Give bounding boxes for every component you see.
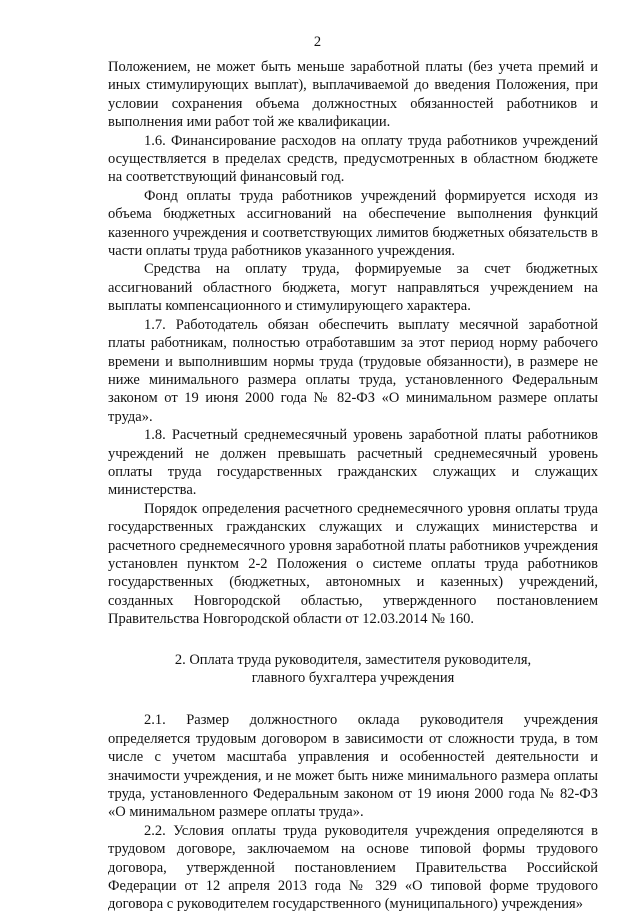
paragraph-1-6: 1.6. Финансирование расходов на оплату труда работников учреждений осуществляется в пределах средств, предусмотренных в областном бюджете на соответствующий финансовый год. (108, 132, 598, 186)
page-number: 2 (313, 34, 322, 50)
document-body (108, 58, 598, 914)
section-2-heading-line-2: главного бухгалтера учреждения (251, 670, 455, 686)
paragraph-payroll-funds-usage: Средства на оплату труда, формируемые за счет бюджетных ассигнований областного бюджета, могут направляться учреждением на выплаты компенсационного и стимулирующего характера. (108, 261, 598, 315)
paragraph-2-2: 2.2. Условия оплаты труда руководителя учреждения определяются в трудовом договоре, заключаемом на основе типовой формы трудового договора, утвержденной постановлением Правительства Российской Федерации от 12 апреля 2013 года № 329 «О типовой форме трудового договора с руководителем государственного (муниципального) учреждения» (108, 822, 598, 913)
paragraph-1-8: 1.8. Расчетный среднемесячный уровень заработной платы работников учреждений не должен превышать расчетный среднемесячный уровень оплаты труда государственных гражданских служащих и служащих министерства. (108, 427, 598, 499)
paragraph-continuation: Положением, не может быть меньше заработной платы (без учета премий и иных стимулирующих выплат), выплачиваемой до введения Положения, при условии сохранения объема должностных обязанностей работников и выполнения ими работ той же квалификации. (108, 59, 598, 131)
paragraph-1-7: 1.7. Работодатель обязан обеспечить выплату месячной заработной платы работникам, полностью отработавшим за этот период норму рабочего времени и выполнившим нормы труда (трудовые обязанности), в размере не ниже минимального размера оплаты труда, установленного Федеральным законом от 19 июня 2000 года № 82-ФЗ «О минимальном размере оплаты труда». (108, 316, 598, 425)
paragraph-calculation-procedure: Порядок определения расчетного среднемесячного уровня оплаты труда государственных гражданских служащих и служащих министерства и расчетного среднемесячного уровня заработной платы работников учреждения установлен пунктом 2-2 Положения о системе оплаты труда работников государственных (бюджетных, автономных и казенных) учреждений, созданных Новгородской областью, утвержденного постановлением Правительства Новгородской области от 12.03.2014 № 160. (108, 500, 598, 628)
section-2-heading-line-1: 2. Оплата труда руководителя, заместителя руководителя, (174, 651, 532, 668)
paragraph-payroll-fund: Фонд оплаты труда работников учреждений формируется исходя из объема бюджетных ассигнований на обеспечение выполнения функций казенного учреждения и соответствующих лимитов бюджетных обязательств в части оплаты труда работников указанного учреждения. (108, 187, 598, 260)
paragraph-2-1: 2.1. Размер должностного оклада руководителя учреждения определяется трудовым договором в зависимости от сложности труда, в том числе с учетом масштаба управления и особенностей деятельности и значимости учреждения, и не может быть ниже минимального размера оплаты труда, установленного Федеральным законом от 19 июня 2000 года № 82-ФЗ «О минимальном размере оплаты труда». (108, 712, 598, 821)
section-2-heading (108, 651, 598, 688)
